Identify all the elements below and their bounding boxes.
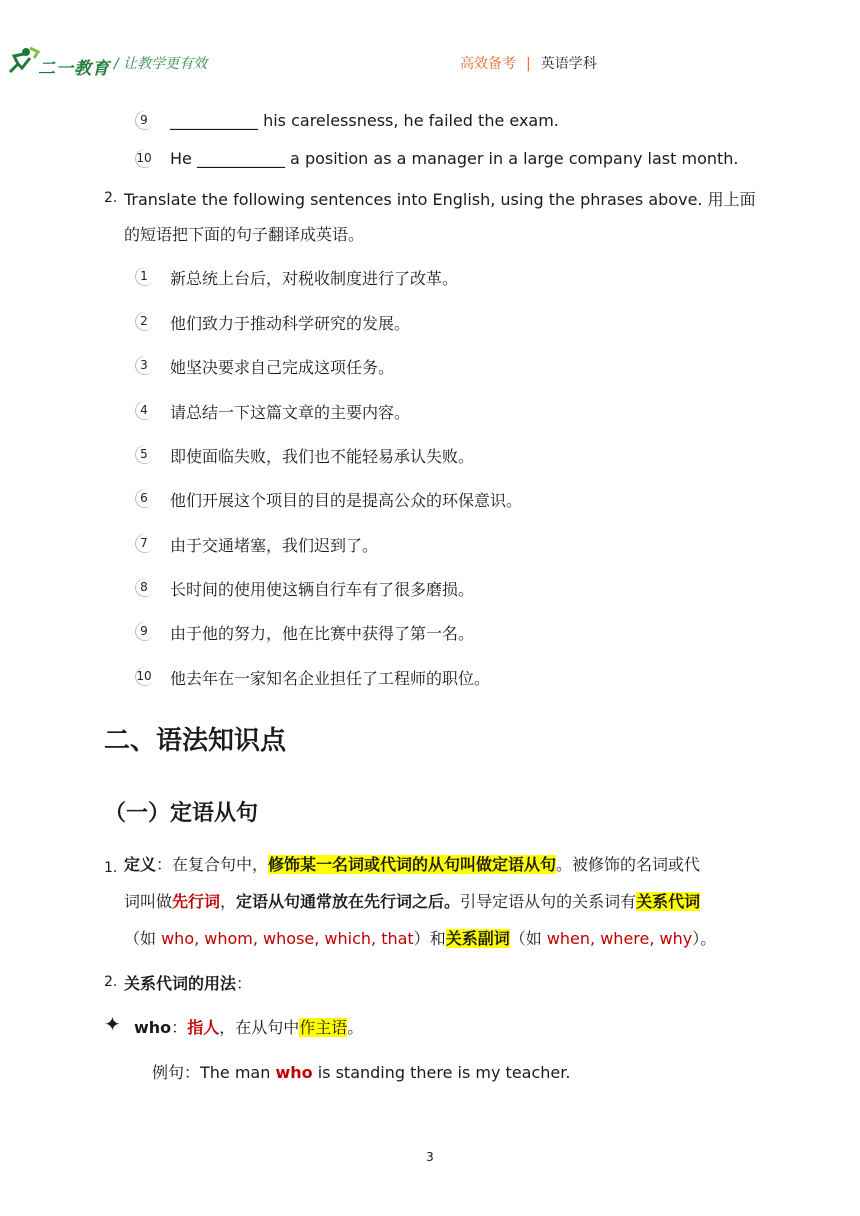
- exercise-sentence: He ___________ a position as a manager in a large company last month.: [170, 149, 739, 168]
- translate-sentence: 即使面临失败，我们也不能轻易承认失败。: [170, 447, 475, 466]
- question-number: 2.: [104, 190, 118, 206]
- highlighted-term: 作主语: [299, 1018, 348, 1037]
- text: ：在复合句中，: [156, 855, 269, 874]
- definition-term: 定义: [124, 855, 157, 874]
- text: is standing there is my teacher.: [312, 1063, 571, 1082]
- item-number: 3: [134, 355, 154, 375]
- text: 例句：The man: [152, 1063, 276, 1082]
- translate-sentence: 新总统上台后，对税收制度进行了改革。: [170, 269, 459, 288]
- antecedent-term: 先行词: [172, 892, 221, 911]
- keyword: who: [134, 1018, 172, 1037]
- header-subject: [460, 53, 597, 73]
- text: ，在从句中: [219, 1018, 300, 1037]
- text: 。被修饰的名词或代: [556, 855, 701, 874]
- brand-name: 二一教育: [38, 59, 110, 79]
- red-term: 指人: [187, 1018, 220, 1037]
- subsection-title: （一）定语从句: [104, 801, 259, 826]
- section-title: 二、语法知识点: [104, 726, 287, 756]
- red-keyword: who: [275, 1063, 313, 1082]
- item-number: 4: [134, 400, 154, 420]
- translate-sentence: 她坚决要求自己完成这项任务。: [170, 358, 395, 377]
- item-number: 10: [134, 666, 154, 686]
- definition-paragraph: [124, 846, 754, 957]
- bold-rule: 定语从句通常放在先行词之后。: [236, 892, 461, 911]
- translate-sentence: 由于交通堵塞，我们迟到了。: [170, 536, 379, 555]
- who-rule: [134, 1015, 363, 1038]
- text: （如: [509, 929, 547, 948]
- text: 。: [347, 1018, 364, 1037]
- text: （如: [124, 929, 162, 948]
- header-left-label: 高效备考: [460, 56, 516, 72]
- page-header: [0, 0, 860, 90]
- question-text-line2: 的短语把下面的句子翻译成英语。: [124, 225, 365, 244]
- text: ）。: [692, 929, 717, 948]
- text: 引导定语从句的关系词有: [460, 892, 637, 911]
- text: 词叫做: [124, 892, 173, 911]
- star-bullet-icon: ✦: [104, 1012, 121, 1036]
- text: ：: [171, 1018, 188, 1037]
- question-text-line1: Translate the following sentences into English, using the phrases above. 用上面: [124, 190, 756, 209]
- translate-sentence: 他们开展这个项目的目的是提高公众的环保意识。: [170, 491, 523, 510]
- relative-adverb-term: 关系副词: [445, 929, 510, 948]
- translate-sentence: 长时间的使用使这辆自行车有了很多磨损。: [170, 580, 475, 599]
- translate-sentence: 由于他的努力，他在比赛中获得了第一名。: [170, 624, 475, 643]
- header-right-label: 英语学科: [540, 56, 597, 72]
- item-number: 9: [134, 110, 154, 130]
- item-number: 7: [134, 533, 154, 553]
- item-number: 5: [134, 444, 154, 464]
- definition-number: 1.: [104, 860, 118, 876]
- item-number: 9: [134, 621, 154, 641]
- text: ）和: [413, 929, 446, 948]
- translate-sentence: 请总结一下这篇文章的主要内容。: [170, 403, 411, 422]
- header-separator: |: [526, 56, 531, 72]
- highlighted-definition: 修饰某一名词或代词的从句叫做定语从句: [268, 855, 557, 874]
- brand-slogan: / 让教学更有效: [114, 56, 208, 72]
- exercise-sentence: ___________ his carelessness, he failed the exam.: [170, 111, 559, 130]
- item-number: 10: [134, 148, 154, 168]
- item-number: 8: [134, 577, 154, 597]
- rel-title: 关系代词的用法: [124, 974, 237, 993]
- example-sentence: [152, 1060, 570, 1083]
- item-number: 2: [134, 311, 154, 331]
- text: ，: [220, 892, 237, 911]
- item-number: 6: [134, 488, 154, 508]
- relative-pronoun-term: 关系代词: [636, 892, 701, 911]
- item-number: 1: [134, 266, 154, 286]
- adverb-examples: when, where, why: [546, 929, 693, 948]
- pronoun-examples: who, whom, whose, which, that: [161, 929, 414, 948]
- rel-number: 2.: [104, 974, 118, 990]
- rel-heading: [124, 971, 252, 994]
- text: ：: [236, 974, 253, 993]
- translate-sentence: 他去年在一家知名企业担任了工程师的职位。: [170, 669, 491, 688]
- page-number: 3: [426, 1150, 434, 1164]
- translate-sentence: 他们致力于推动科学研究的发展。: [170, 314, 411, 333]
